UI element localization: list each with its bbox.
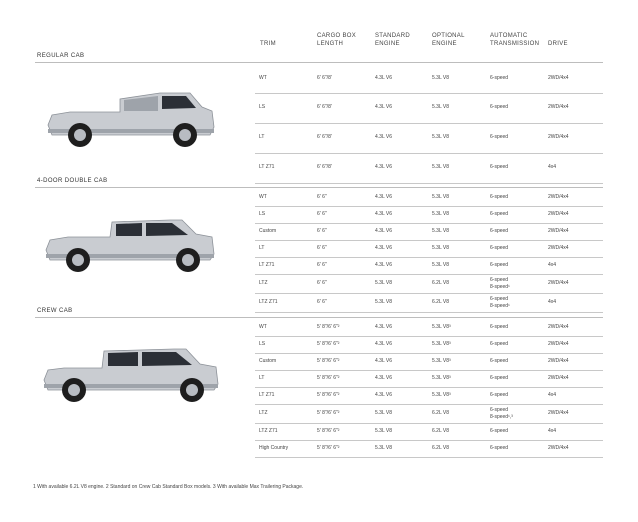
truck-illustration — [46, 220, 214, 272]
header-automatic-transmission: AUTOMATIC TRANSMISSION — [490, 33, 540, 47]
cell-trans: 6-speed — [490, 245, 509, 251]
cell-trans: 6-speed 8-speed¹ — [490, 277, 510, 290]
cell-std: 4.3L V6 — [375, 228, 393, 234]
cell-trans: 6-speed — [490, 262, 509, 268]
cell-drive: 4x4 — [548, 262, 557, 268]
header-trim: TRIM — [260, 41, 276, 47]
cell-opt: 5.3L V8 — [432, 262, 450, 268]
cell-cargo: 5' 8"/6' 6"² — [317, 358, 340, 364]
cell-drive: 2WD/4x4 — [548, 211, 569, 217]
cell-trim: LTZ Z71 — [259, 299, 278, 305]
cell-drive: 2WD/4x4 — [548, 245, 569, 251]
cell-opt: 6.2L V8 — [432, 299, 450, 305]
cell-drive: 2WD/4x4 — [548, 445, 569, 451]
cell-drive: 4x4 — [548, 428, 557, 434]
truck-illustration — [48, 93, 214, 147]
section-divider — [35, 187, 603, 188]
cell-trim: LT — [259, 245, 265, 251]
cell-cargo: 5' 8"/6' 6"² — [317, 410, 340, 416]
cell-opt: 6.2L V8 — [432, 428, 450, 434]
cell-opt: 5.3L V8³ — [432, 341, 451, 347]
cell-std: 4.3L V6 — [375, 375, 393, 381]
header-standard-engine: STANDARD ENGINE — [375, 33, 410, 47]
cell-drive: 2WD/4x4 — [548, 358, 569, 364]
cell-opt: 5.3L V8 — [432, 228, 450, 234]
crew-cab-truck-image — [38, 340, 223, 410]
cell-trim: High Country — [259, 445, 289, 451]
cell-trim: WT — [259, 75, 267, 81]
cell-opt: 5.3L V8 — [432, 134, 450, 140]
cell-opt: 5.3L V8 — [432, 104, 450, 110]
cell-drive: 2WD/4x4 — [548, 194, 569, 200]
cell-std: 5.3L V8 — [375, 280, 393, 286]
cell-cargo: 5' 8"/6' 6"² — [317, 375, 340, 381]
cell-std: 5.3L V8 — [375, 410, 393, 416]
cell-opt: 5.3L V8 — [432, 75, 450, 81]
cell-std: 4.3L V6 — [375, 245, 393, 251]
cell-std: 4.3L V6 — [375, 392, 393, 398]
cell-trans: 6-speed — [490, 228, 509, 234]
cell-opt: 5.3L V8 — [432, 211, 450, 217]
cell-trim: Custom — [259, 228, 277, 234]
cell-trans: 6-speed — [490, 375, 509, 381]
cell-trans: 6-speed — [490, 211, 509, 217]
cell-opt: 6.2L V8 — [432, 445, 450, 451]
cell-cargo: 6' 6" — [317, 194, 327, 200]
cell-trans: 6-speed — [490, 445, 509, 451]
cell-trans: 6-speed — [490, 358, 509, 364]
cell-trim: Custom — [259, 358, 277, 364]
cell-trans: 6-speed — [490, 75, 509, 81]
cell-opt: 6.2L V8 — [432, 410, 450, 416]
cell-std: 4.3L V6 — [375, 358, 393, 364]
cell-drive: 2WD/4x4 — [548, 280, 569, 286]
cell-trans: 6-speed — [490, 194, 509, 200]
cell-std: 4.3L V6 — [375, 341, 393, 347]
cell-cargo: 6' 6" — [317, 245, 327, 251]
cell-drive: 2WD/4x4 — [548, 410, 569, 416]
section-title: 4-DOOR DOUBLE CAB — [37, 178, 108, 184]
cell-drive: 2WD/4x4 — [548, 375, 569, 381]
cell-cargo: 6' 6" — [317, 280, 327, 286]
cell-trans: 6-speed 8-speed¹ — [490, 296, 510, 309]
double-cab-truck-image — [40, 210, 220, 280]
cell-trans: 6-speed — [490, 428, 509, 434]
cell-std: 5.3L V8 — [375, 428, 393, 434]
cell-opt: 5.3L V8³ — [432, 375, 451, 381]
cell-opt: 5.3L V8 — [432, 194, 450, 200]
cell-cargo: 5' 8"/6' 6"² — [317, 428, 340, 434]
cell-trim: LS — [259, 211, 266, 217]
cell-opt: 5.3L V8³ — [432, 358, 451, 364]
cell-opt: 5.3L V8 — [432, 164, 450, 170]
cell-trans: 6-speed — [490, 392, 509, 398]
cell-trim: LS — [259, 341, 266, 347]
cell-drive: 4x4 — [548, 299, 557, 305]
cell-trim: LS — [259, 104, 266, 110]
cell-trim: WT — [259, 194, 267, 200]
cell-trans: 6-speed — [490, 104, 509, 110]
cell-std: 4.3L V6 — [375, 324, 393, 330]
cell-drive: 2WD/4x4 — [548, 324, 569, 330]
header-drive: DRIVE — [548, 41, 568, 47]
cell-std: 4.3L V6 — [375, 262, 393, 268]
header-cargo-box-length: CARGO BOX LENGTH — [317, 33, 357, 47]
cell-trim: LT Z71 — [259, 392, 275, 398]
cell-drive: 4x4 — [548, 164, 557, 170]
cell-opt: 5.3L V8 — [432, 245, 450, 251]
cell-cargo: 6' 6"/8' — [317, 134, 332, 140]
cell-cargo: 5' 8"/6' 6"² — [317, 324, 340, 330]
cell-cargo: 6' 6" — [317, 262, 327, 268]
cell-std: 4.3L V6 — [375, 211, 393, 217]
cell-opt: 5.3L V8³ — [432, 324, 451, 330]
cell-std: 4.3L V6 — [375, 134, 393, 140]
cell-cargo: 6' 6" — [317, 299, 327, 305]
cell-trim: LTZ Z71 — [259, 428, 278, 434]
cell-drive: 2WD/4x4 — [548, 134, 569, 140]
cell-std: 4.3L V6 — [375, 194, 393, 200]
cell-drive: 4x4 — [548, 392, 557, 398]
cell-trans: 6-speed — [490, 134, 509, 140]
cell-trim: LT Z71 — [259, 262, 275, 268]
cell-trans: 6-speed 8-speed¹,³ — [490, 407, 513, 420]
cell-drive: 2WD/4x4 — [548, 75, 569, 81]
cell-cargo: 6' 6"/8' — [317, 75, 332, 81]
cell-opt: 5.3L V8³ — [432, 392, 451, 398]
cell-cargo: 6' 6" — [317, 211, 327, 217]
truck-illustration — [44, 349, 218, 402]
header-optional-engine: OPTIONAL ENGINE — [432, 33, 465, 47]
cell-cargo: 5' 8"/6' 6"² — [317, 392, 340, 398]
cell-trim: WT — [259, 324, 267, 330]
cell-cargo: 6' 6" — [317, 228, 327, 234]
cell-trim: LTZ — [259, 280, 268, 286]
cell-std: 5.3L V8 — [375, 299, 393, 305]
section-title: REGULAR CAB — [37, 53, 85, 59]
cell-drive: 2WD/4x4 — [548, 104, 569, 110]
cell-std: 4.3L V6 — [375, 104, 393, 110]
cell-trim: LTZ — [259, 410, 268, 416]
cell-std: 5.3L V8 — [375, 445, 393, 451]
cell-cargo: 6' 6"/8' — [317, 104, 332, 110]
cell-std: 4.3L V6 — [375, 164, 393, 170]
footnote: 1 With available 6.2L V8 engine. 2 Standard on Crew Cab Standard Box models. 3 With available Max Trailering Package. — [33, 484, 304, 490]
cell-trim: LT Z71 — [259, 164, 275, 170]
cell-trans: 6-speed — [490, 164, 509, 170]
regular-cab-truck-image — [40, 85, 220, 155]
cell-trim: LT — [259, 134, 265, 140]
section-divider — [35, 62, 603, 63]
cell-trans: 6-speed — [490, 341, 509, 347]
cell-cargo: 5' 8"/6' 6"² — [317, 445, 340, 451]
section-title: CREW CAB — [37, 308, 73, 314]
cell-trans: 6-speed — [490, 324, 509, 330]
section-divider — [35, 317, 603, 318]
cell-std: 4.3L V6 — [375, 75, 393, 81]
cell-trim: LT — [259, 375, 265, 381]
cell-drive: 2WD/4x4 — [548, 341, 569, 347]
cell-cargo: 5' 8"/6' 6"² — [317, 341, 340, 347]
cell-drive: 2WD/4x4 — [548, 228, 569, 234]
cell-cargo: 6' 6"/8' — [317, 164, 332, 170]
cell-opt: 6.2L V8 — [432, 280, 450, 286]
